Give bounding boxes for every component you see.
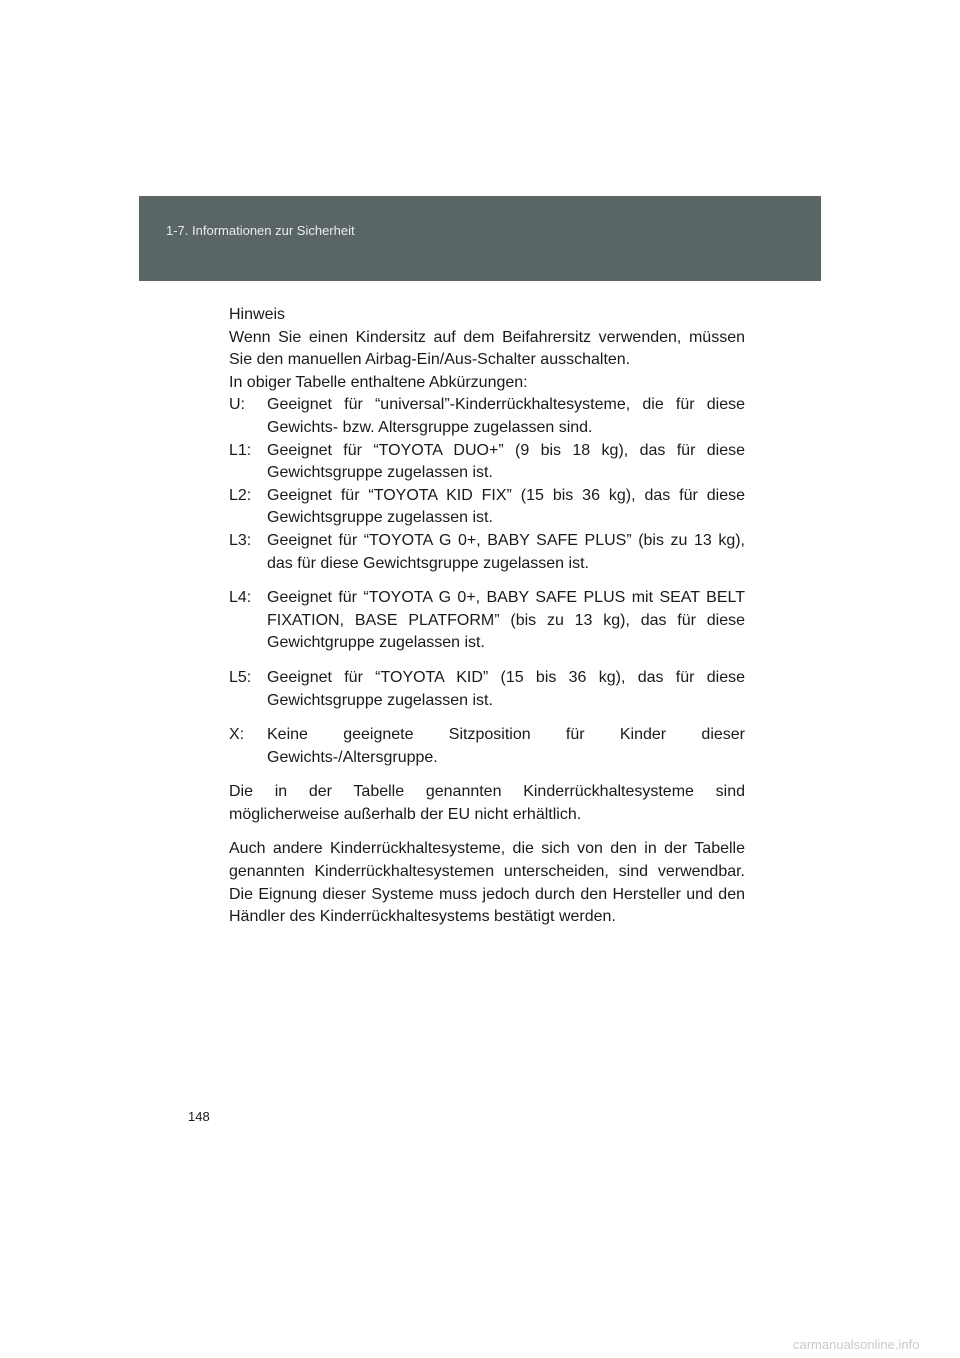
abbreviation-key: L4: bbox=[229, 589, 252, 607]
availability-paragraph: Die in der Tabelle genannten Kinderrückhaltesysteme sind möglicherweise außerhalb der EU nicht erhältlich. bbox=[229, 783, 745, 823]
abbreviation-item-l5 bbox=[229, 667, 745, 712]
hint-title: Hinweis bbox=[229, 306, 286, 323]
abbreviation-key: L2: bbox=[229, 486, 252, 504]
watermark-text: carmanualsonline.info bbox=[793, 1337, 920, 1352]
abbreviation-text: Keine geeignete Sitzposition für Kinder dieser Gewichts-/Altersgruppe. bbox=[267, 726, 745, 766]
abbreviation-key: L5: bbox=[229, 668, 252, 686]
section-title: 1-7. Informationen zur Sicherheit bbox=[166, 223, 355, 238]
abbreviation-text: Geeignet für “TOYOTA G 0+, BABY SAFE PLUS mit SEAT BELT FIXATION, BASE PLATFORM” (bis zu 13 kg), das für diese Gewichtgruppe zugelassen ist. bbox=[267, 589, 745, 652]
abbreviation-item-u bbox=[229, 394, 745, 439]
abbreviation-key: L3: bbox=[229, 531, 252, 549]
abbreviation-item-l1 bbox=[229, 440, 745, 485]
page-content bbox=[229, 304, 745, 929]
abbreviation-item-l4 bbox=[229, 587, 745, 655]
abbreviation-text: Geeignet für “TOYOTA G 0+, BABY SAFE PLUS” (bis zu 13 kg), das für diese Gewichtsgruppe zugelassen ist. bbox=[267, 531, 745, 572]
page-number: 148 bbox=[188, 1109, 210, 1124]
abbreviation-text: Geeignet für “TOYOTA KID” (15 bis 36 kg), das für diese Gewichtsgruppe zugelassen ist. bbox=[267, 668, 745, 709]
abbreviation-key: L1: bbox=[229, 441, 252, 459]
abbreviation-key: X: bbox=[229, 726, 245, 744]
abbreviation-item-l3 bbox=[229, 530, 745, 575]
abbreviation-text: Geeignet für “universal”-Kinderrückhaltesysteme, die für diese Gewichts- bzw. Altersgruppe zugelassen sind. bbox=[267, 396, 745, 436]
abbreviation-text: Geeignet für “TOYOTA DUO+” (9 bis 18 kg), das für diese Gewichtsgruppe zugelassen ist. bbox=[267, 441, 745, 482]
abbreviation-heading: In obiger Tabelle enthaltene Abkürzungen: bbox=[229, 373, 528, 391]
abbreviation-text: Geeignet für “TOYOTA KID FIX” (15 bis 36 kg), das für diese Gewichtsgruppe zugelassen ist. bbox=[267, 486, 745, 527]
abbreviation-item-l2 bbox=[229, 485, 745, 530]
abbreviation-key: U: bbox=[229, 396, 245, 414]
hint-text: Wenn Sie einen Kindersitz auf dem Beifahrersitz verwenden, müssen Sie den manuellen Airbag-Ein/Aus-Schalter ausschalten. bbox=[229, 328, 745, 369]
other-systems-paragraph: Auch andere Kinderrückhaltesysteme, die sich von den in der Tabelle genannten Kinderrückhaltesystemen unterscheiden, sind verwendbar. Die Eignung dieser Systeme muss jedoch durch den Hersteller und den Händler des Kinderrückhaltesystems bestätigt werden. bbox=[229, 840, 745, 926]
section-header-bar bbox=[139, 196, 821, 281]
abbreviation-item-x bbox=[229, 724, 745, 769]
